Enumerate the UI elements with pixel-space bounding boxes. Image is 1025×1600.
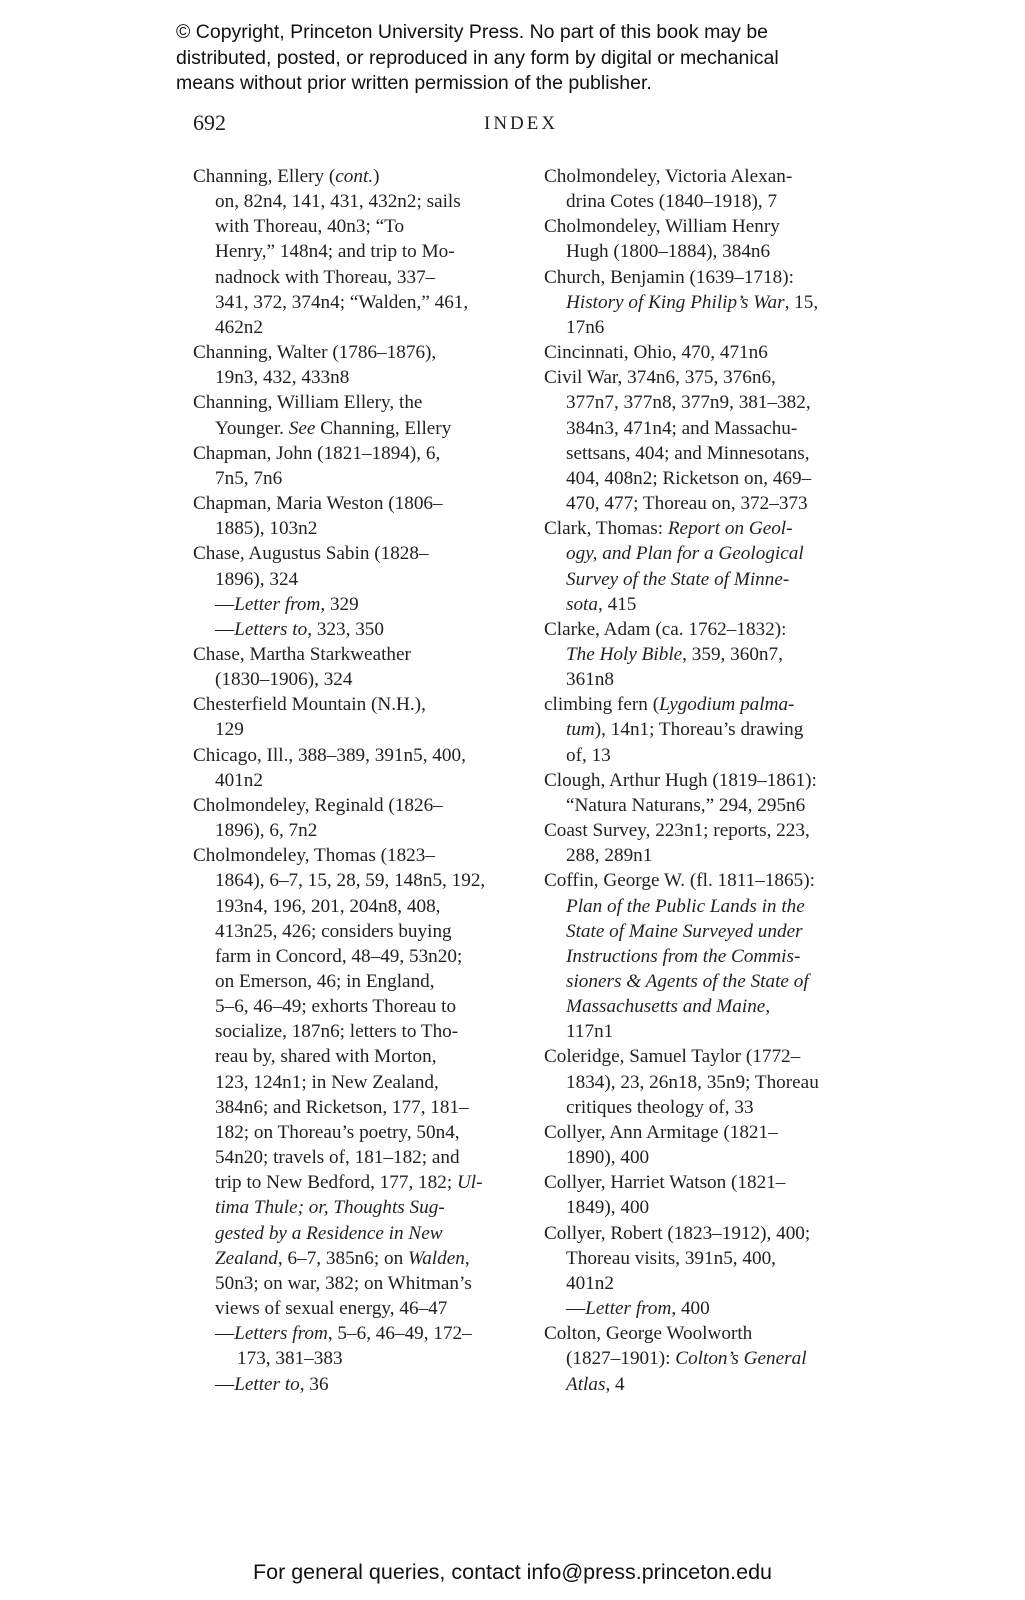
index-line: Chesterfield Mountain (N.H.),	[193, 694, 426, 716]
index-line: Cholmondeley, Victoria Alexan-	[544, 166, 793, 187]
index-line: 462n2	[215, 316, 263, 338]
index-line: ogy, and Plan for a Geological	[566, 543, 804, 565]
copyright-line: means without prior written permission of the publisher.	[176, 72, 652, 94]
index-line: 404, 408n2; Ricketson on, 469–	[566, 467, 812, 489]
index-line: —Letter to, 36	[215, 1373, 329, 1395]
index-entry	[193, 743, 533, 793]
index-entry	[544, 265, 884, 340]
index-line: Civil War, 374n6, 375, 376n6,	[544, 367, 776, 389]
index-line: sota, 415	[566, 593, 637, 615]
index-line: sioners & Agents of the State of	[566, 971, 809, 992]
index-line: “Natura Naturans,” 294, 295n6	[566, 794, 806, 816]
index-line: Colton, George Woolworth	[544, 1323, 753, 1345]
index-line: Massachusetts and Maine,	[566, 996, 771, 1018]
index-line: Hugh (1800–1884), 384n6	[566, 241, 771, 263]
index-line: 173, 381–383	[237, 1348, 343, 1370]
index-line: Clarke, Adam (ca. 1762–1832):	[544, 618, 787, 640]
index-line: 361n8	[566, 669, 614, 691]
index-line: Zealand, 6–7, 385n6; on Walden,	[215, 1247, 470, 1269]
copyright-line: distributed, posted, or reproduced in any form by digital or mechanical	[176, 46, 779, 69]
index-entry	[193, 441, 533, 491]
index-line: 1896), 6, 7n2	[215, 820, 318, 842]
index-line: tum), 14n1; Thoreau’s drawing	[566, 719, 804, 741]
index-line: 1890), 400	[566, 1147, 650, 1169]
index-line: with Thoreau, 40n3; “To	[215, 216, 405, 238]
index-line: Collyer, Harriet Watson (1821–	[544, 1172, 786, 1194]
copyright-line: © Copyright, Princeton University Press. No part of this book may be	[176, 21, 769, 43]
index-line: —Letter from, 400	[566, 1298, 710, 1320]
index-line: settsans, 404; and Minnesotans,	[566, 442, 810, 464]
index-line: History of King Philip’s War, 15,	[566, 291, 819, 313]
index-line: 377n7, 377n8, 377n9, 381–382,	[566, 392, 811, 414]
index-line: Cholmondeley, William Henry	[544, 216, 780, 238]
index-line: 470, 477; Thoreau on, 372–373	[566, 493, 808, 515]
index-line: Survey of the State of Minne-	[566, 568, 790, 590]
index-line: critiques theology of, 33	[566, 1096, 754, 1118]
index-entry	[193, 793, 533, 843]
index-line: trip to New Bedford, 177, 182; Ul-	[215, 1172, 483, 1194]
index-line: farm in Concord, 48–49, 53n20;	[215, 945, 463, 967]
index-line: —Letter from, 329	[215, 593, 359, 615]
index-line: Instructions from the Commis-	[566, 945, 801, 967]
index-line: Chase, Augustus Sabin (1828–	[193, 543, 429, 565]
index-line: 17n6	[566, 316, 605, 338]
index-line: —Letters from, 5–6, 46–49, 172–	[215, 1323, 472, 1345]
index-line: Clark, Thomas: Report on Geol-	[544, 518, 793, 540]
index-line: nadnock with Thoreau, 337–	[215, 266, 436, 288]
index-entry	[544, 818, 884, 868]
index-line: on, 82n4, 141, 431, 432n2; sails	[215, 191, 461, 213]
index-line: Atlas, 4	[566, 1373, 625, 1395]
index-line: 123, 124n1; in New Zealand,	[215, 1071, 439, 1093]
index-line: Coffin, George W. (fl. 1811–1865):	[544, 870, 815, 892]
index-entry	[544, 365, 884, 516]
footer-contact: For general queries, contact info@press.princeton.edu	[252, 1560, 772, 1584]
index-line: 288, 289n1	[566, 845, 653, 867]
index-entry	[544, 692, 884, 767]
copyright-notice	[176, 20, 896, 97]
page-number: 692	[193, 110, 226, 135]
index-entry	[544, 516, 884, 617]
index-entry	[544, 617, 884, 692]
index-line: tima Thule; or, Thoughts Sug-	[215, 1197, 445, 1219]
index-entry	[544, 1170, 884, 1220]
index-line: Channing, Ellery (cont.)	[193, 166, 380, 187]
index-line: (1827–1901): Colton’s General	[566, 1348, 807, 1370]
index-line: 1864), 6–7, 15, 28, 59, 148n5, 192,	[215, 870, 486, 892]
index-line: 1885), 103n2	[215, 518, 318, 540]
index-entry	[544, 1221, 884, 1322]
index-entry	[544, 1321, 884, 1396]
index-entry	[193, 491, 533, 541]
index-line: Chapman, Maria Weston (1806–	[193, 493, 443, 515]
index-line: 193n4, 196, 201, 204n8, 408,	[215, 895, 441, 917]
index-line: Plan of the Public Lands in the	[566, 895, 805, 917]
index-line: Collyer, Robert (1823–1912), 400;	[544, 1222, 811, 1244]
index-line: Henry,” 148n4; and trip to Mo-	[215, 241, 455, 263]
index-line: climbing fern (Lygodium palma-	[544, 694, 795, 716]
index-entry	[544, 1044, 884, 1119]
index-column-right	[544, 164, 884, 1397]
index-line: 117n1	[566, 1021, 614, 1043]
index-line: on Emerson, 46; in England,	[215, 971, 435, 992]
index-entry	[544, 768, 884, 818]
index-line: views of sexual energy, 46–47	[215, 1298, 448, 1320]
index-line: Channing, William Ellery, the	[193, 392, 423, 414]
index-line: Cholmondeley, Thomas (1823–	[193, 845, 435, 867]
index-line: 341, 372, 374n4; “Walden,” 461,	[215, 291, 469, 313]
index-line: Chicago, Ill., 388–389, 391n5, 400,	[193, 744, 466, 766]
index-line: 50n3; on war, 382; on Whitman’s	[215, 1272, 472, 1294]
index-line: Thoreau visits, 391n5, 400,	[566, 1247, 776, 1269]
index-line: 384n3, 471n4; and Massachu-	[566, 417, 798, 439]
index-line: socialize, 187n6; letters to Tho-	[215, 1021, 459, 1043]
index-line: 1896), 324	[215, 568, 299, 590]
index-entry	[193, 642, 533, 692]
index-column-left	[193, 164, 533, 1397]
index-entry	[544, 340, 884, 365]
index-line: Cincinnati, Ohio, 470, 471n6	[544, 342, 768, 364]
index-line: reau by, shared with Morton,	[215, 1046, 437, 1068]
index-line: Chapman, John (1821–1894), 6,	[193, 442, 441, 464]
index-line: 384n6; and Ricketson, 177, 181–	[215, 1096, 469, 1118]
index-line: 401n2	[566, 1272, 614, 1294]
index-line: (1830–1906), 324	[215, 669, 353, 691]
index-line: Chase, Martha Starkweather	[193, 643, 411, 665]
index-line: of, 13	[566, 744, 611, 766]
index-line: 1849), 400	[566, 1197, 650, 1219]
index-line: Coast Survey, 223n1; reports, 223,	[544, 820, 810, 842]
index-line: 129	[215, 719, 244, 741]
index-line: State of Maine Surveyed under	[566, 920, 803, 942]
index-line: Coleridge, Samuel Taylor (1772–	[544, 1046, 801, 1068]
index-line: Cholmondeley, Reginald (1826–	[193, 794, 443, 816]
index-line: Channing, Walter (1786–1876),	[193, 342, 437, 364]
index-entry	[193, 164, 533, 340]
index-line: 182; on Thoreau’s poetry, 50n4,	[215, 1121, 460, 1143]
index-line: 7n5, 7n6	[215, 467, 283, 489]
index-line: Clough, Arthur Hugh (1819–1861):	[544, 769, 817, 791]
index-line: Younger. See Channing, Ellery	[215, 417, 452, 439]
index-entry	[193, 541, 533, 642]
index-line: gested by a Residence in New	[215, 1222, 443, 1244]
index-line: Collyer, Ann Armitage (1821–	[544, 1121, 778, 1143]
index-line: 54n20; travels of, 181–182; and	[215, 1147, 460, 1169]
index-entry	[193, 340, 533, 390]
index-entry	[193, 843, 533, 1396]
running-head: INDEX	[484, 113, 559, 134]
index-entry	[544, 214, 884, 264]
index-line: 401n2	[215, 769, 263, 791]
index-entry	[544, 1120, 884, 1170]
index-line: 1834), 23, 26n18, 35n9; Thoreau	[566, 1071, 819, 1093]
index-line: 19n3, 432, 433n8	[215, 367, 350, 389]
index-entry	[193, 390, 533, 440]
index-line: drina Cotes (1840–1918), 7	[566, 191, 778, 213]
index-entry	[193, 692, 533, 742]
index-entry	[544, 868, 884, 1044]
index-line: The Holy Bible, 359, 360n7,	[566, 643, 783, 665]
index-line: 413n25, 426; considers buying	[215, 920, 452, 942]
index-line: 5–6, 46–49; exhorts Thoreau to	[215, 996, 457, 1018]
index-line: —Letters to, 323, 350	[215, 618, 384, 640]
index-entry	[544, 164, 884, 214]
index-line: Church, Benjamin (1639–1718):	[544, 266, 794, 288]
